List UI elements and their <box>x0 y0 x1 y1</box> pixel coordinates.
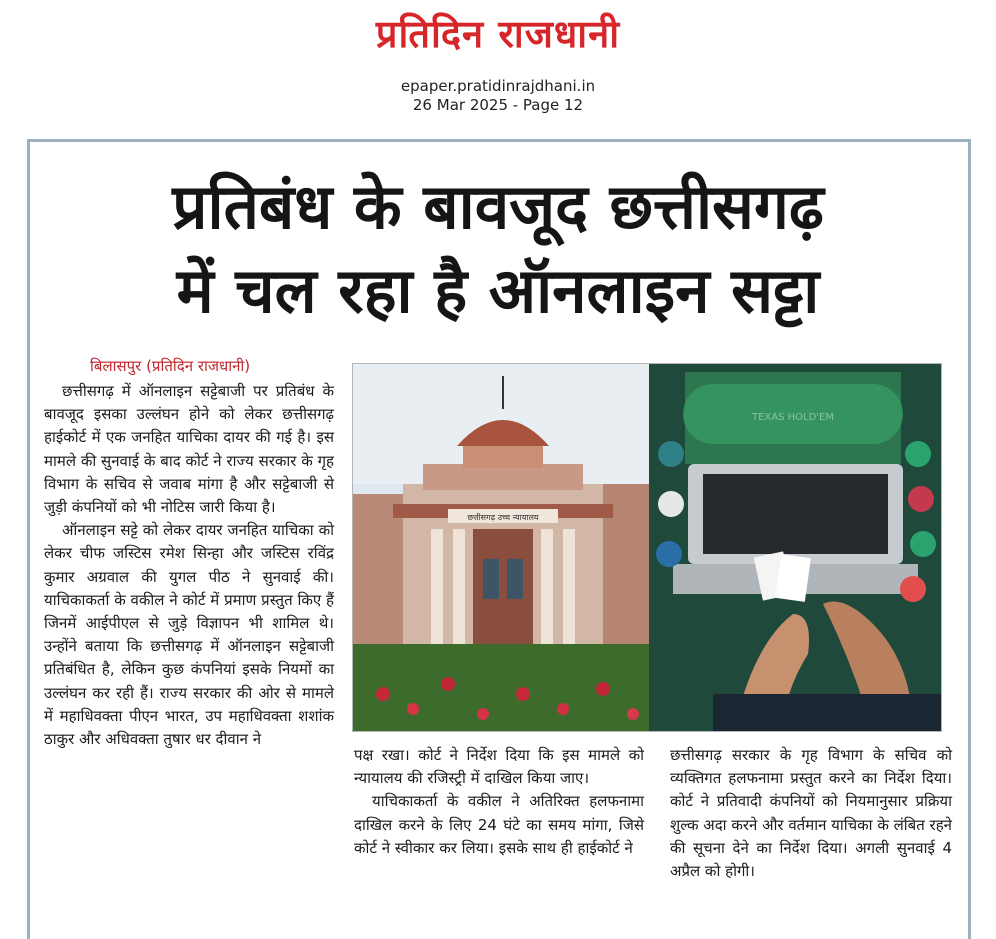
article-photo <box>352 363 942 732</box>
headline-line-1: प्रतिबंध के बावजूद छत्तीसगढ़ <box>172 170 824 243</box>
edition-date-page: 26 Mar 2025 - Page 12 <box>412 96 584 114</box>
article-column-2 <box>354 744 644 860</box>
court-building-photo <box>353 364 663 732</box>
paragraph: छत्तीसगढ़ में ऑनलाइन सट्टेबाजी पर प्रतिबंध के बावजूद इसका उल्लंघन होने को लेकर छत्तीसगढ़ हाईकोर्ट में एक जनहित याचिका दायर की गई है। इस मामले की सुनवाई के बाद कोर्ट ने राज्य सरकार के गृह विभाग के सचिव से जवाब मांगा है और सट्टेबाजी से जुड़ी कंपनियों को भी नोटिस जारी किया है। <box>44 382 334 517</box>
article-column-3 <box>670 744 952 883</box>
paragraph: याचिकाकर्ता के वकील ने अतिरिक्त हलफनामा दाखिल करने के लिए 24 घंटे का समय मांगा, जिसे कोर्ट ने स्वीकार कर लिया। इसके साथ ही हाईकोर्ट ने <box>354 792 644 857</box>
paragraph: ऑनलाइन सट्टे को लेकर दायर जनहित याचिका को लेकर चीफ जस्टिस रमेश सिन्हा और जस्टिस रविंद्र कुमार अग्रवाल की युगल पीठ ने सुनवाई की। याचिकाकर्ता के वकील ने कोर्ट में प्रमाण प्रस्तुत किए हैं जिनमें आईपीएल से जुड़े विज्ञापन भी शामिल थे। उन्होंने बताया कि छत्तीसगढ़ में ऑनलाइन सट्टेबाजी प्रतिबंधित है, लेकिन कुछ कंपनियां इसके नियमों का उल्लंघन कर रही हैं। राज्य सरकार की ओर से मामले में महाधिवक्ता पीएन भारत, उप महाधिवक्ता शशांक ठाकुर और अधिवक्ता तुषार धर दीवान ने <box>44 521 334 749</box>
dateline: बिलासपुर (प्रतिदिन राजधानी) <box>90 357 251 375</box>
building-sign: छत्तीसगढ़ उच्च न्यायालय <box>467 513 539 522</box>
article-column-1 <box>44 380 334 751</box>
photo-collage <box>353 364 942 732</box>
paragraph: छत्तीसगढ़ सरकार के गृह विभाग के सचिव को व्यक्तिगत हलफनामा प्रस्तुत करने का निर्देश दिया। कोर्ट ने प्रतिवादी कंपनियों को नियमानुसार प्रक्रिया शुल्क अदा करने और वर्तमान याचिका के लंबित रहने की सूचना देने का निर्देश दिया। अगली सुनवाई 4 अप्रैल को होगी। <box>670 746 952 881</box>
paragraph: पक्ष रखा। कोर्ट ने निर्देश दिया कि इस मामले को न्यायालय की रजिस्ट्री में दाखिल किया जाए। <box>354 746 644 788</box>
edition-url[interactable]: epaper.pratidinrajdhani.in <box>400 77 596 95</box>
online-betting-photo <box>649 364 942 732</box>
headline-line-2: में चल रहा है ऑनलाइन सट्टा <box>176 254 820 327</box>
masthead-title: प्रतिदिन राजधानी <box>375 12 621 56</box>
